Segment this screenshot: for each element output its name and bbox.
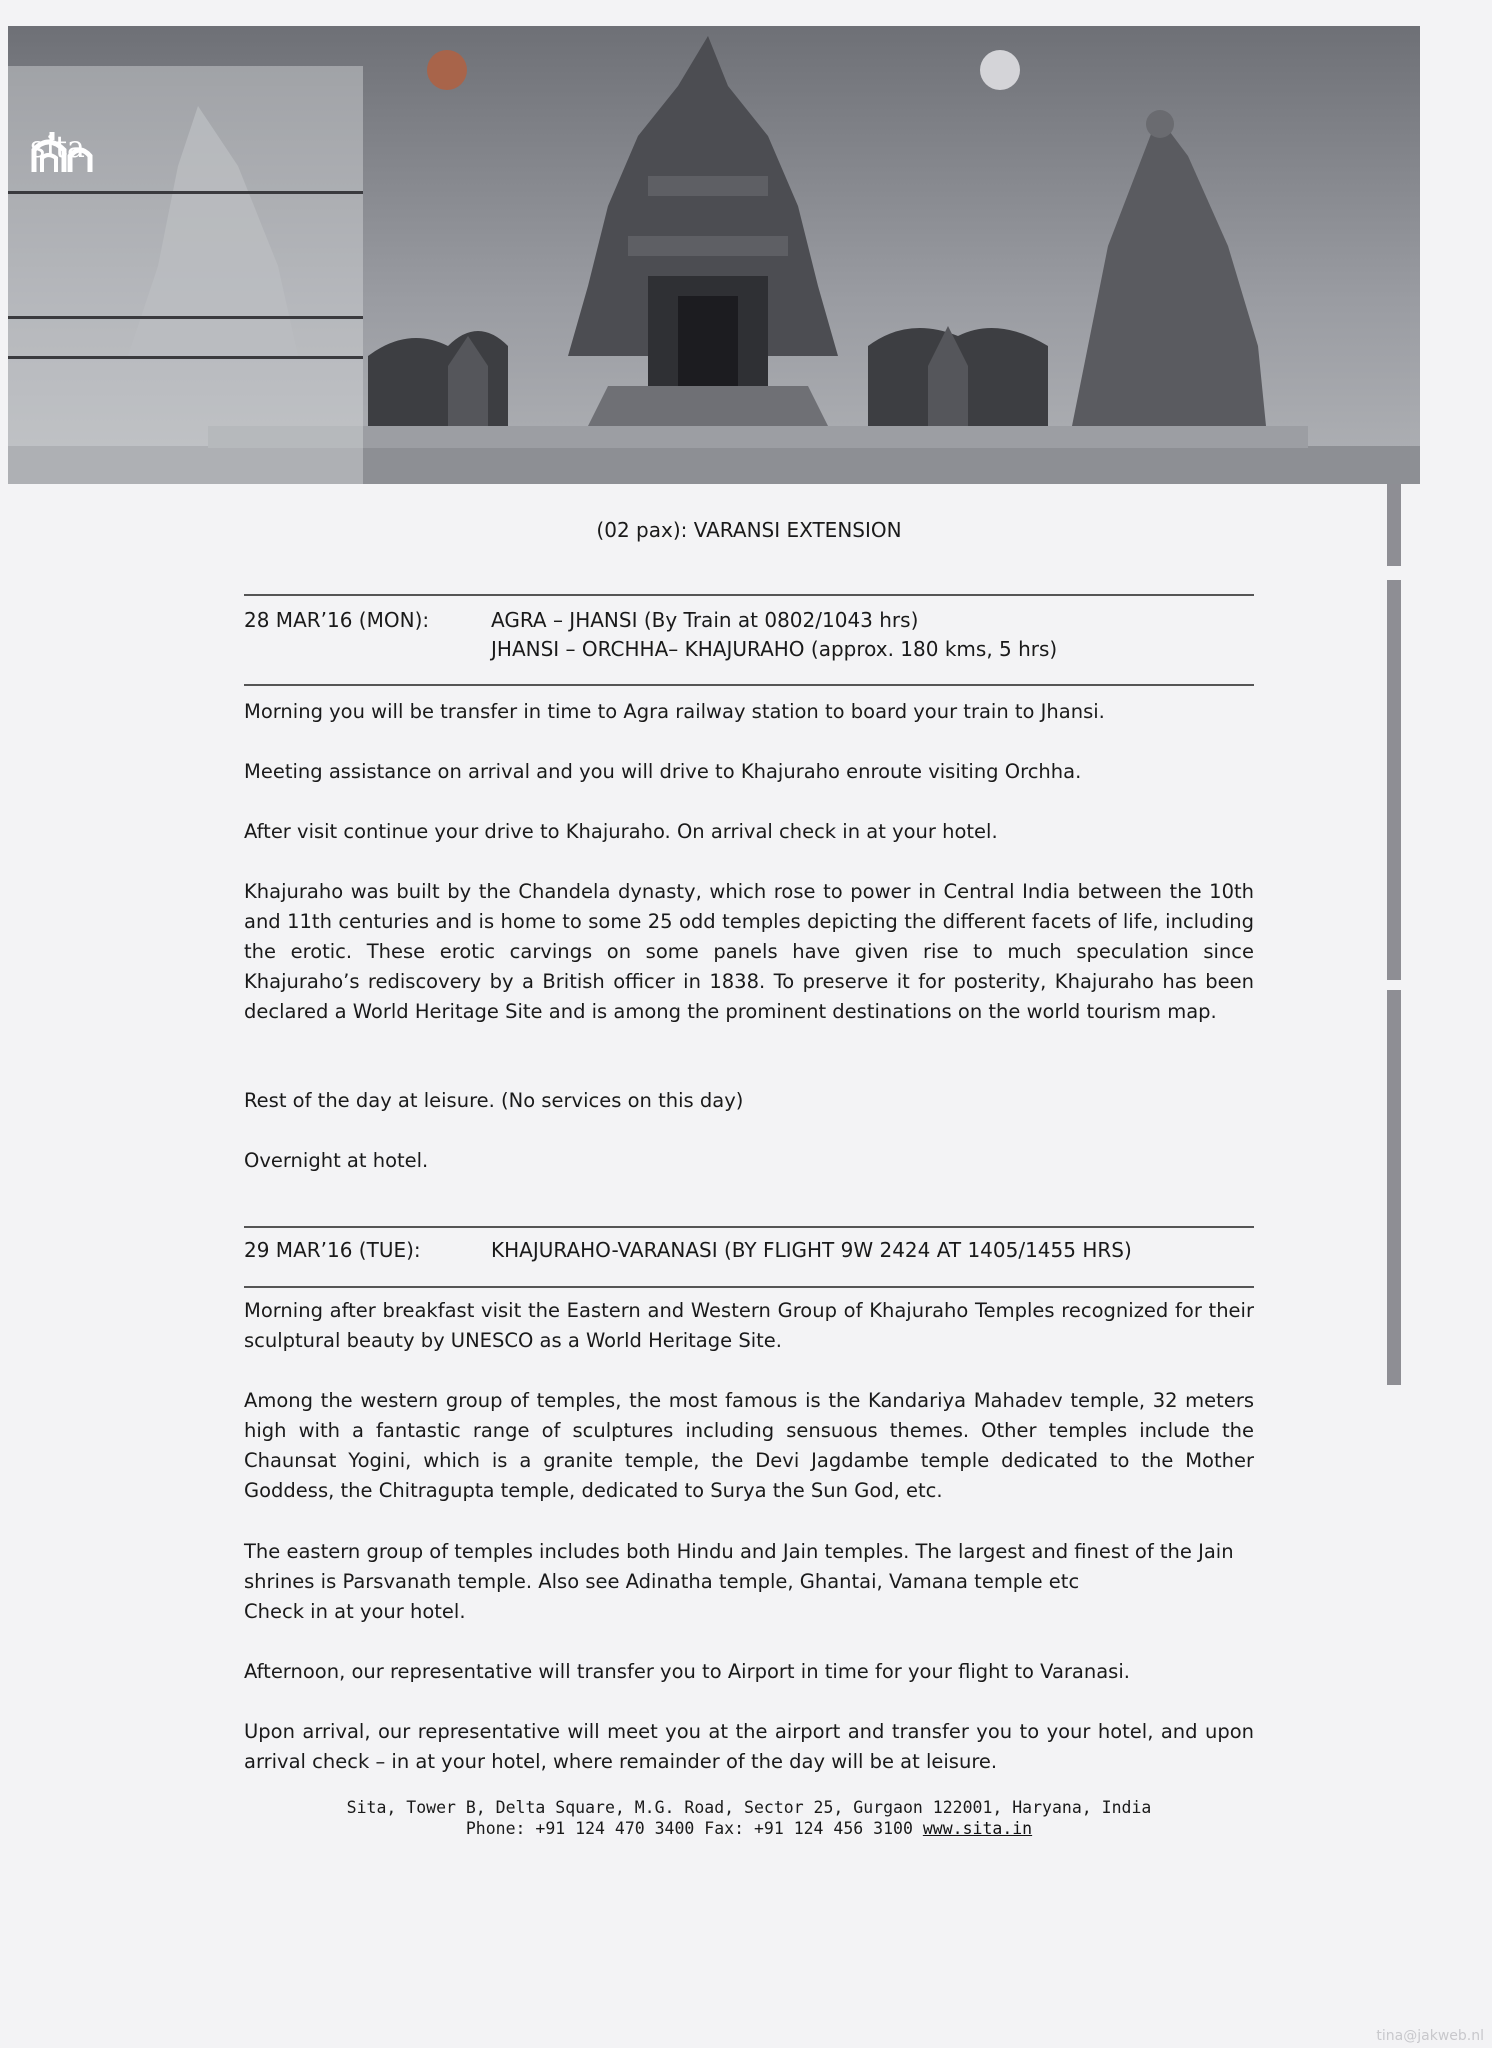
divider [244,1226,1254,1228]
watermark: tina@jakweb.nl [1376,2028,1484,2044]
sita-arch-logo-icon [30,130,100,174]
punch-hole [980,50,1020,90]
day-2-route [491,1236,1132,1265]
temple-photo-banner [8,26,1420,484]
day-1-paragraph: Khajuraho was built by the Chandela dynasty, which rose to power in Central India between the 10th and 11th centuries and is home to some 25 odd temples depicting the different facets of life, including the erotic. These erotic carvings on some panels have given rise to much speculation since Khajuraho’s rediscovery by a British officer in 1838. To preserve it for posterity, Khajuraho has been declared a World Heritage Site and is among the prominent destinations on the world tourism map. [244,880,1254,1023]
day-1-paragraph: Meeting assistance on arrival and you will drive to Khajuraho enroute visiting Orchha. [244,760,1082,783]
edge-mark [1387,484,1401,566]
day-1-paragraph: Rest of the day at leisure. (No services on this day) [244,1089,744,1112]
day-1-paragraph: After visit continue your drive to Khajuraho. On arrival check in at your hotel. [244,820,998,843]
sita-logo [30,130,85,165]
punch-hole [427,50,467,90]
day-2-date: 29 MAR’16 (TUE): [244,1238,421,1262]
route-line: KHAJURAHO-VARANASI (BY FLIGHT 9W 2424 AT 1405/1455 HRS) [491,1238,1132,1262]
day-2-paragraph: Check in at your hotel. [244,1600,466,1623]
khajuraho-temple-photo [8,26,1420,484]
day-1-date: 28 MAR’16 (MON): [244,608,430,632]
day-1-route [491,606,1057,664]
day-1-paragraph: Morning you will be transfer in time to Agra railway station to board your train to Jhansi. [244,700,1105,723]
day-2-paragraph: Afternoon, our representative will transfer you to Airport in time for your flight to Varanasi. [244,1660,1130,1683]
route-line: JHANSI – ORCHHA– KHAJURAHO (approx. 180 kms, 5 hrs) [491,637,1058,661]
day-1-paragraph: Overnight at hotel. [244,1149,429,1172]
route-line: AGRA – JHANSI (By Train at 0802/1043 hrs) [491,608,919,632]
day-2-paragraph: Among the western group of temples, the most famous is the Kandariya Mahadev temple, 32 meters high with a fantastic range of sculptures including sensuous themes. Other temples include the Chaunsat Yogini, which is a granite temple, the Devi Jagdambe temple dedicated to the Mother Goddess, the Chitragupta temple, dedicated to Surya the Sun God, etc. [244,1389,1254,1502]
day-2-paragraph: Morning after breakfast visit the Eastern and Western Group of Khajuraho Temples recognized for their sculptural beauty by UNESCO as a World Heritage Site. [244,1299,1254,1352]
company-address: Sita, Tower B, Delta Square, M.G. Road, Sector 25, Gurgaon 122001, Haryana, India [346,1798,1152,1817]
divider [244,1286,1254,1288]
divider [244,594,1254,596]
phone-fax: Phone: +91 124 470 3400 Fax: +91 124 456 3100 [465,1819,913,1838]
edge-mark [1387,990,1401,1385]
day-2-paragraph: Upon arrival, our representative will meet you at the airport and transfer you to your hotel, and upon arrival check – in at your hotel, where remainder of the day will be at leisure. [244,1720,1254,1773]
edge-mark [1387,580,1401,980]
sita-logo-text: sita [30,130,85,165]
company-contact [244,1818,1254,1839]
itinerary-title: (02 pax): VARANSI EXTENSION [596,518,902,542]
website-link[interactable]: www.sita.in [922,1819,1033,1838]
day-2-paragraph: The eastern group of temples includes both Hindu and Jain temples. The largest and finest of the Jain shrines is Parsvanath temple. Also see Adinatha temple, Ghantai, Vamana temple etc [244,1540,1234,1593]
company-footer [244,1797,1254,1839]
divider [244,684,1254,686]
